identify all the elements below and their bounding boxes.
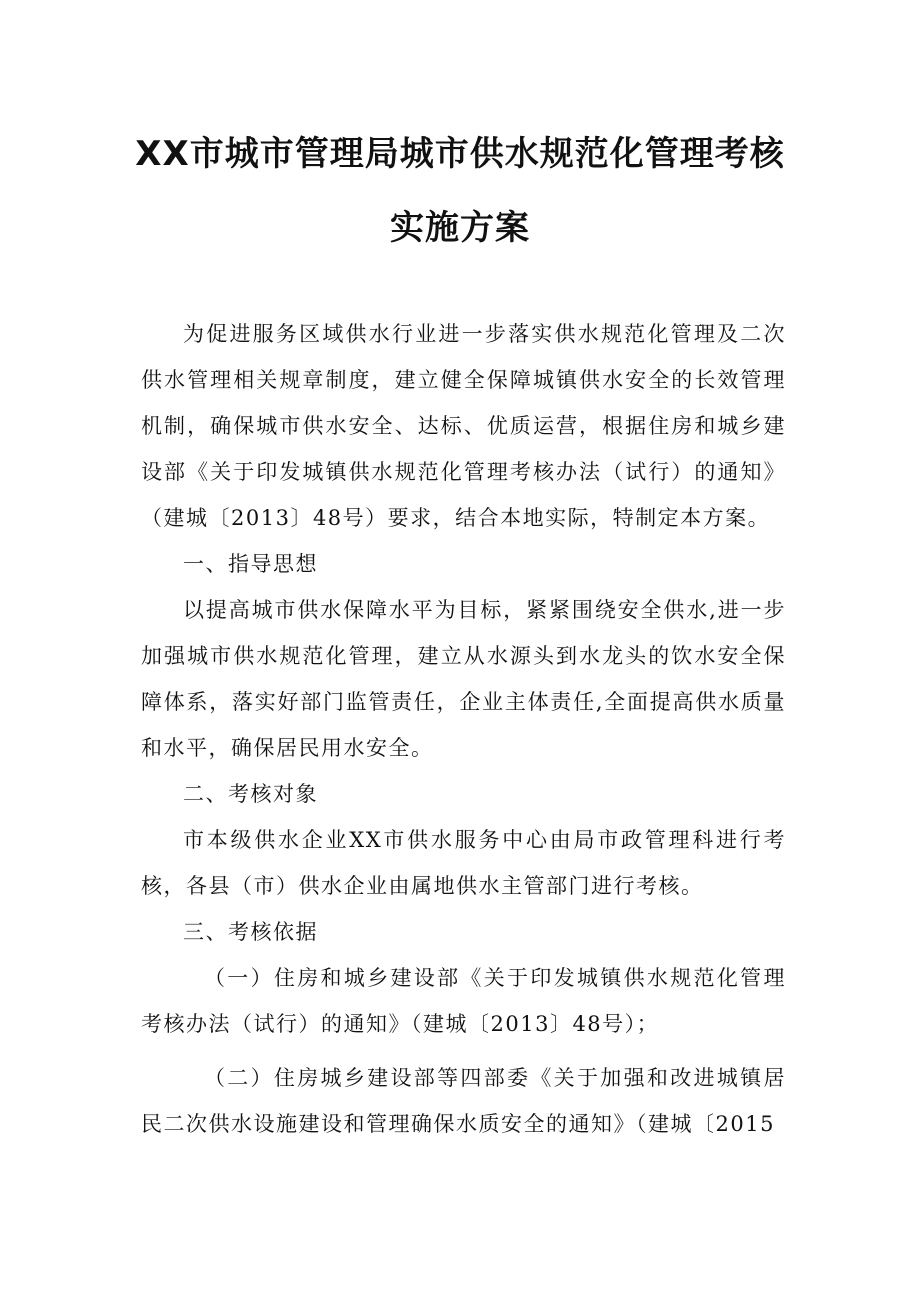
section-heading-guiding-ideology: 一、指导思想 (183, 552, 318, 576)
basis-item-2: （二）住房城乡建设部等四部委《关于加强和改进城镇居民二次供水设施建设和管理确保水质安全的通知》（建城〔2015 (141, 1066, 786, 1136)
section-heading-assessment-basis: 三、考核依据 (183, 920, 318, 944)
document-title-line-1: XX市城市管理局城市供水规范化管理考核 (135, 134, 785, 174)
document-body (141, 311, 786, 1147)
section-text-guiding-ideology: 以提高城市供水保障水平为目标，紧紧围绕安全供水,进一步加强城市供水规范化管理，建立从水源头到水龙头的饮水安全保障体系，落实好部门监管责任，企业主体责任,全面提高供水质量和水平，确保居民用水安全。 (141, 598, 786, 760)
intro-paragraph: 为促进服务区域供水行业进一步落实供水规范化管理及二次供水管理相关规章制度，建立健全保障城镇供水安全的长效管理机制，确保城市供水安全、达标、优质运营，根据住房和城乡建设部《关于印发城镇供水规范化管理考核办法（试行）的通知》（建城〔2013〕48号）要求，结合本地实际，特制定本方案。 (141, 322, 786, 530)
section-text-assessment-targets: 市本级供水企业XX市供水服务中心由局市政管理科进行考核，各县（市）供水企业由属地供水主管部门进行考核。 (141, 828, 786, 898)
section-heading-assessment-targets: 二、考核对象 (183, 782, 318, 806)
document-title-line-2: 实施方案 (390, 208, 530, 248)
basis-item-1: （一）住房和城乡建设部《关于印发城镇供水规范化管理考核办法（试行）的通知》（建城〔2013〕48号）； (141, 966, 786, 1036)
